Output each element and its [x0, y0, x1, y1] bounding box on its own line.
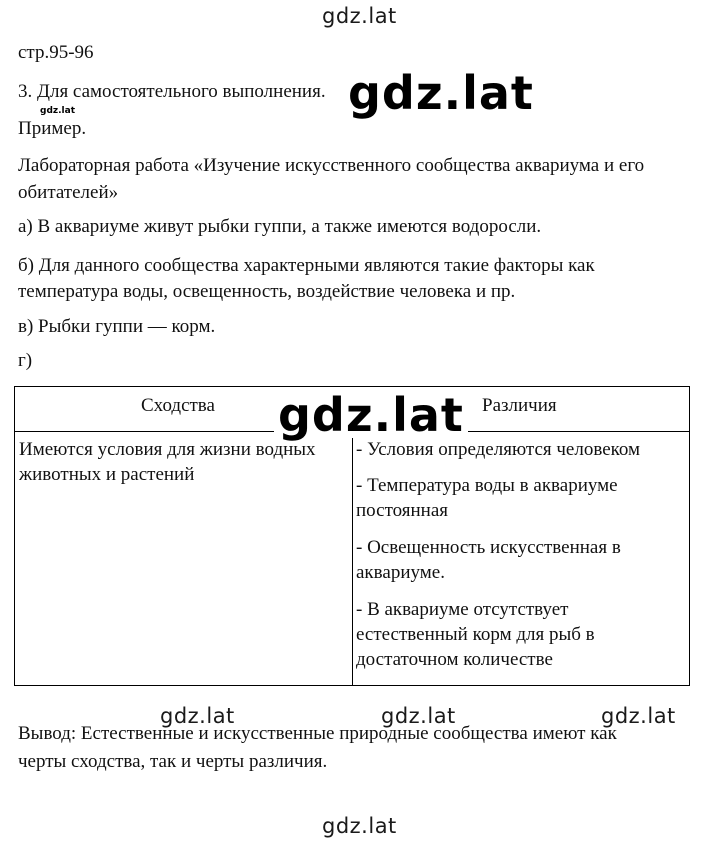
item-v: в) Рыбки гуппи — корм.: [18, 316, 216, 337]
watermark-bottom-left: gdz.lat: [160, 704, 235, 728]
watermark-bottom-right: gdz.lat: [601, 704, 676, 728]
lab-title-line2: обитателей»: [18, 182, 119, 203]
differences-item-3: [356, 535, 621, 585]
table-header-similarities: Сходства: [141, 395, 215, 416]
item-a: а) В аквариуме живут рыбки гуппи, а также имеются водоросли.: [18, 216, 542, 237]
item-b-line1: б) Для данного сообщества характерными являются такие факторы как: [18, 255, 595, 276]
differences-item-2: [356, 473, 618, 523]
item-b: [18, 250, 694, 281]
differences-item-4: [356, 597, 595, 672]
watermark-table-big: gdz.lat: [274, 392, 468, 438]
differences-item-4-line1: - В аквариуме отсутствует: [356, 599, 569, 620]
page-reference: стр.95-96: [18, 42, 94, 63]
table-column-divider: [352, 431, 353, 685]
watermark-top: gdz.lat: [322, 4, 397, 28]
differences-item-3-line2: аквариуме.: [356, 562, 445, 583]
differences-item-4-line3: достаточном количестве: [356, 649, 553, 670]
example-label: Пример.: [18, 118, 87, 139]
conclusion-line1: Вывод: Естественные и искусственные природные сообщества имеют как: [18, 723, 617, 744]
differences-item-1: - Условия определяются человеком: [356, 439, 641, 460]
lab-title: [18, 150, 694, 181]
watermark-bottom-center: gdz.lat: [381, 704, 456, 728]
item-g: г): [18, 350, 33, 371]
differences-item-2-line2: постоянная: [356, 500, 449, 521]
task-heading: 3. Для самостоятельного выполнения.: [18, 81, 326, 102]
item-b-line2: температура воды, освещенность, воздействие человека и пр.: [18, 281, 516, 302]
watermark-header-tiny: gdz.lat: [40, 106, 76, 116]
watermark-footer: gdz.lat: [322, 814, 397, 838]
similarities-line1: Имеются условия для жизни водных: [19, 439, 316, 460]
watermark-header-big: gdz.lat: [344, 70, 538, 116]
differences-item-2-line1: - Температура воды в аквариуме: [356, 475, 618, 496]
differences-item-4-line2: естественный корм для рыб в: [356, 624, 595, 645]
conclusion-line2: черты сходства, так и черты различия.: [18, 751, 328, 772]
differences-item-3-line1: - Освещенность искусственная в: [356, 537, 621, 558]
similarities-cell: [19, 437, 316, 487]
conclusion: [18, 723, 694, 745]
similarities-line2: животных и растений: [19, 464, 195, 485]
table-header-differences: Различия: [482, 395, 557, 416]
lab-title-line1: Лабораторная работа «Изучение искусственного сообщества аквариума и его: [18, 155, 645, 176]
